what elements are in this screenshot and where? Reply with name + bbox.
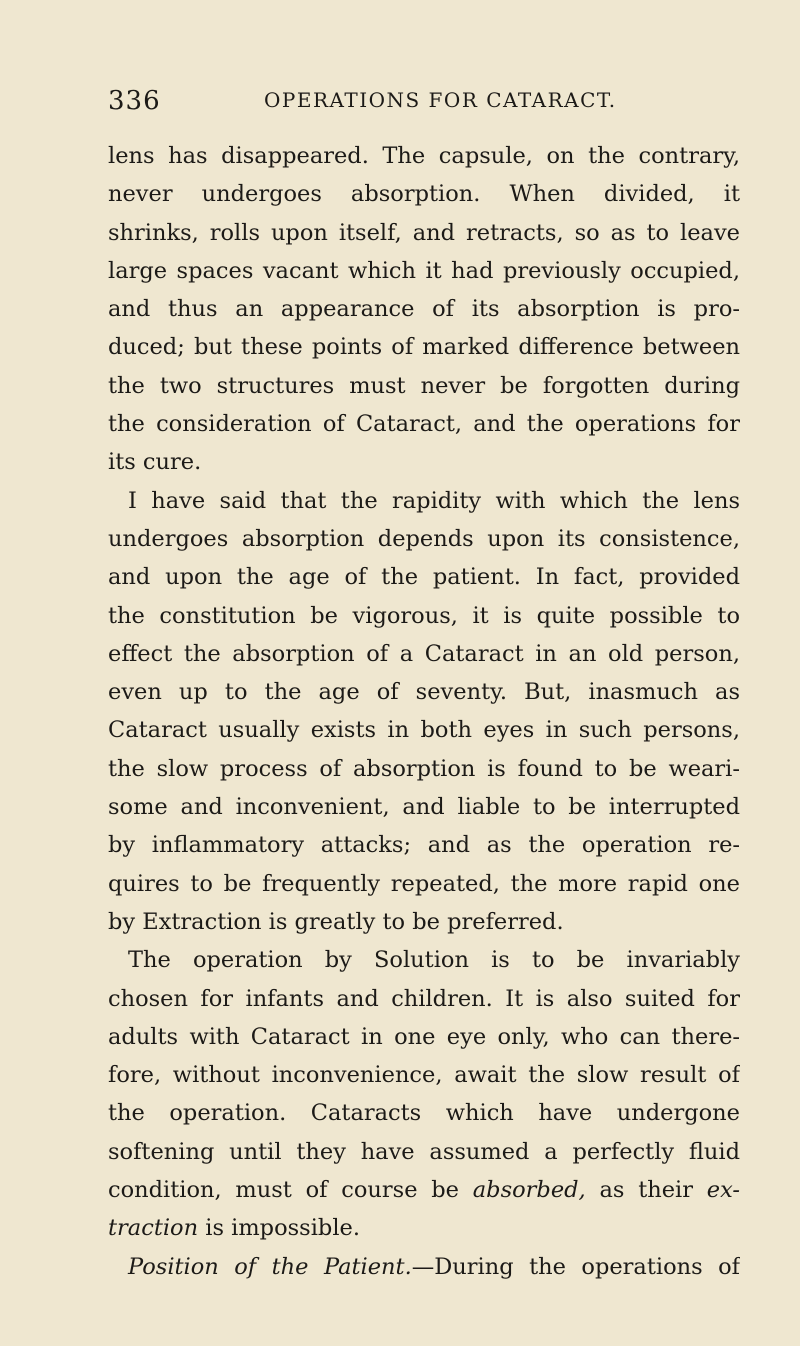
text-line: Cataract usually exists in both eyes in such persons, [108, 717, 740, 744]
text-line: softening until they have assumed a perfectly fluid [108, 1138, 740, 1165]
text-line: fore, without inconvenience, await the slow result of [108, 1062, 740, 1089]
text-line: adults with Cataract in one eye only, who can there- [108, 1023, 740, 1050]
text-line: the operation. Cataracts which have undergone [108, 1100, 740, 1127]
text-line: the constitution be vigorous, it is quite possible to [108, 602, 740, 629]
text-line: the slow process of absorption is found to be weari- [108, 755, 740, 782]
section-heading: Position of the Patient. [128, 1253, 412, 1280]
text-segment: as their [585, 1177, 707, 1204]
text-line: by inflammatory attacks; and as the operation re- [108, 832, 740, 859]
text-line [108, 1209, 740, 1247]
body-text [108, 137, 740, 1286]
page-number: 336 [108, 86, 161, 116]
text-segment: is impossible. [198, 1215, 360, 1242]
text-line: some and inconvenient, and liable to be interrupted [108, 794, 740, 821]
text-line: lens has disappeared. The capsule, on the contrary, [108, 143, 740, 169]
text-line: and thus an appearance of its absorption is pro- [108, 296, 740, 323]
text-line: undergoes absorption depends upon its consistence, [108, 525, 740, 552]
text-line: its cure. [108, 449, 202, 476]
italic-term: traction [108, 1215, 199, 1242]
text-line: shrinks, rolls upon itself, and retracts, so as to leave [108, 219, 740, 246]
italic-term: ex- [706, 1177, 740, 1204]
text-line [108, 1248, 740, 1286]
text-line: the two structures must never be forgotten during [108, 372, 740, 399]
running-head: OPERATIONS FOR CATARACT. [264, 88, 617, 112]
text-line: and upon the age of the patient. In fact, provided [108, 564, 740, 591]
text-line: duced; but these points of marked difference between [108, 334, 740, 361]
text-line: by Extraction is greatly to be preferred. [108, 908, 564, 935]
italic-term: absorbed, [472, 1177, 586, 1204]
text-line: effect the absorption of a Cataract in an old person, [108, 640, 740, 667]
text-line: large spaces vacant which it had previously occupied, [108, 257, 740, 284]
text-line: quires to be frequently repeated, the more rapid one [108, 870, 740, 897]
text-line: even up to the age of seventy. But, inasmuch as [108, 679, 740, 706]
text-line: The operation by Solution is to be invariably [128, 947, 740, 974]
text-line: chosen for infants and children. It is also suited for [108, 985, 740, 1012]
text-segment: condition, must of course be [108, 1177, 473, 1204]
text-line [108, 1171, 740, 1209]
page-header [108, 86, 748, 118]
text-segment: —During the operations of [411, 1253, 740, 1280]
text-line: never undergoes absorption. When divided, it [108, 181, 740, 208]
text-line: I have said that the rapidity with which the lens [128, 487, 740, 514]
text-line: the consideration of Cataract, and the operations for [108, 411, 740, 438]
